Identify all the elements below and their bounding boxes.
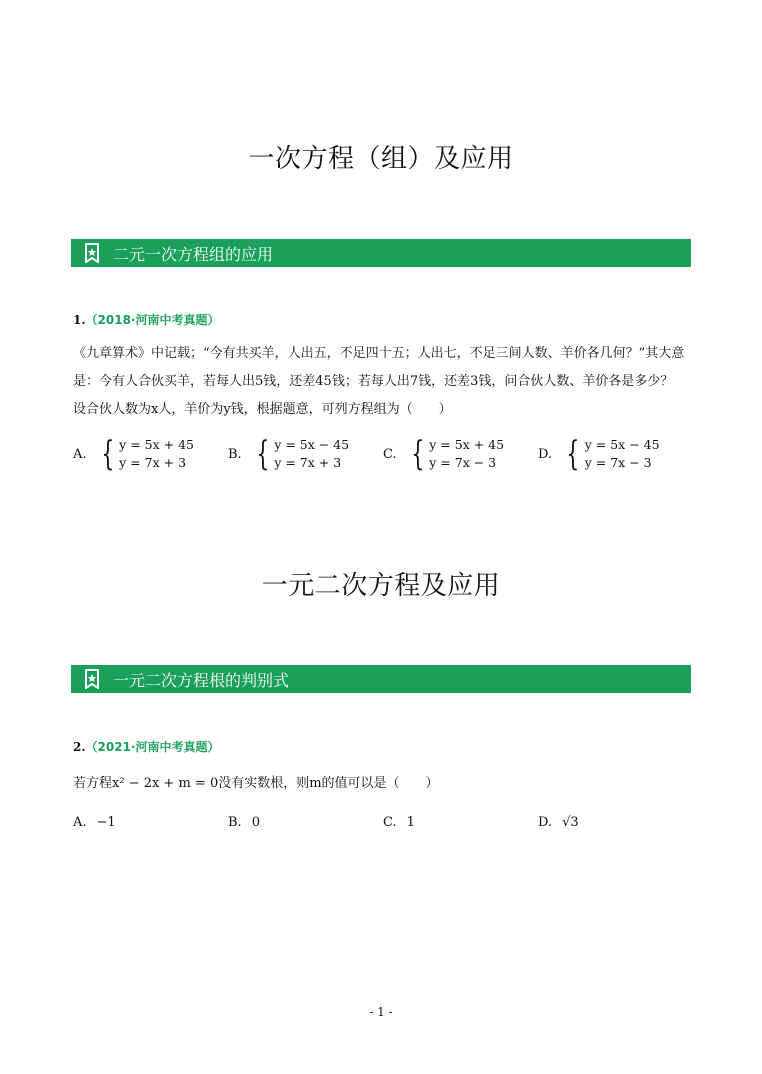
option-letter: C. [383, 446, 397, 462]
option-value: −1 [96, 815, 116, 830]
banner-label: 二元一次方程组的应用 [113, 244, 274, 264]
banner-label: 一元二次方程根的判别式 [113, 670, 290, 690]
page-number: - 1 - [369, 1005, 393, 1019]
option-c[interactable] [383, 815, 538, 830]
equation: y = 5x − 45 [584, 437, 660, 452]
question-number: 1. [73, 313, 86, 327]
section-banner-2 [71, 665, 691, 693]
option-letter: B. [228, 446, 242, 462]
question-header-2 [73, 738, 220, 755]
bookmark-star-icon [81, 242, 103, 264]
equation-system [585, 436, 660, 472]
option-d[interactable] [538, 436, 693, 472]
option-letter: B. [228, 815, 242, 830]
option-letter: A. [73, 815, 87, 830]
equation: y = 5x + 45 [429, 437, 505, 452]
question-line: 设合伙人数为x人，羊价为y钱，根据题意，可列方程组为（ ） [73, 402, 452, 417]
equation: y = 5x + 45 [119, 437, 194, 452]
question-header-1 [73, 311, 220, 328]
question-line: 《九章算术》中记载；“今有共买羊，人出五，不足四十五；人出七，不足三间人数、羊价各几何？”其大意 [73, 346, 685, 361]
bookmark-star-icon [81, 668, 103, 690]
question-number: 2. [73, 740, 86, 754]
option-a[interactable] [73, 815, 228, 830]
equation: y = 7x + 3 [274, 455, 342, 470]
section-title-1: 一次方程（组）及应用 [248, 144, 514, 174]
option-value: 0 [251, 815, 260, 830]
option-c[interactable] [383, 436, 538, 472]
brace-icon: { [566, 434, 580, 474]
option-value: 1 [406, 815, 415, 830]
question-line: 是：今有人合伙买羊，若每人出5钱，还差45钱；若每人出7钱，还差3钱，问合伙人数、羊价各是多少？ [73, 374, 674, 389]
option-b[interactable] [228, 815, 383, 830]
option-b[interactable] [228, 436, 383, 472]
option-letter: D. [538, 815, 553, 830]
equation-system [429, 436, 504, 472]
equation: y = 7x + 3 [119, 455, 187, 470]
section-title-2: 一元二次方程及应用 [261, 571, 501, 601]
option-letter: A. [73, 446, 87, 462]
brace-icon: { [100, 434, 114, 474]
option-letter: C. [383, 815, 397, 830]
equation: y = 5x − 45 [274, 437, 350, 452]
option-d[interactable] [538, 815, 693, 830]
options-2 [73, 815, 693, 830]
section-banner-1 [71, 239, 691, 267]
equation-system [274, 436, 349, 472]
equation: y = 7x − 3 [429, 455, 497, 470]
brace-icon: { [256, 434, 269, 474]
equation: y = 7x − 3 [584, 455, 652, 470]
question-source: （2021·河南中考真题） [85, 740, 220, 754]
question-source: （2018·河南中考真题） [85, 313, 220, 327]
options-1 [73, 436, 693, 472]
brace-icon: { [410, 434, 424, 474]
equation-system [119, 436, 194, 472]
option-letter: D. [538, 446, 553, 462]
option-value: √3 [562, 815, 579, 830]
question-text-2 [73, 770, 693, 798]
option-a[interactable] [73, 436, 228, 472]
question-text-1 [73, 340, 693, 424]
question-line: 若方程x² − 2x + m = 0没有实数根，则m的值可以是（ ） [73, 776, 439, 791]
